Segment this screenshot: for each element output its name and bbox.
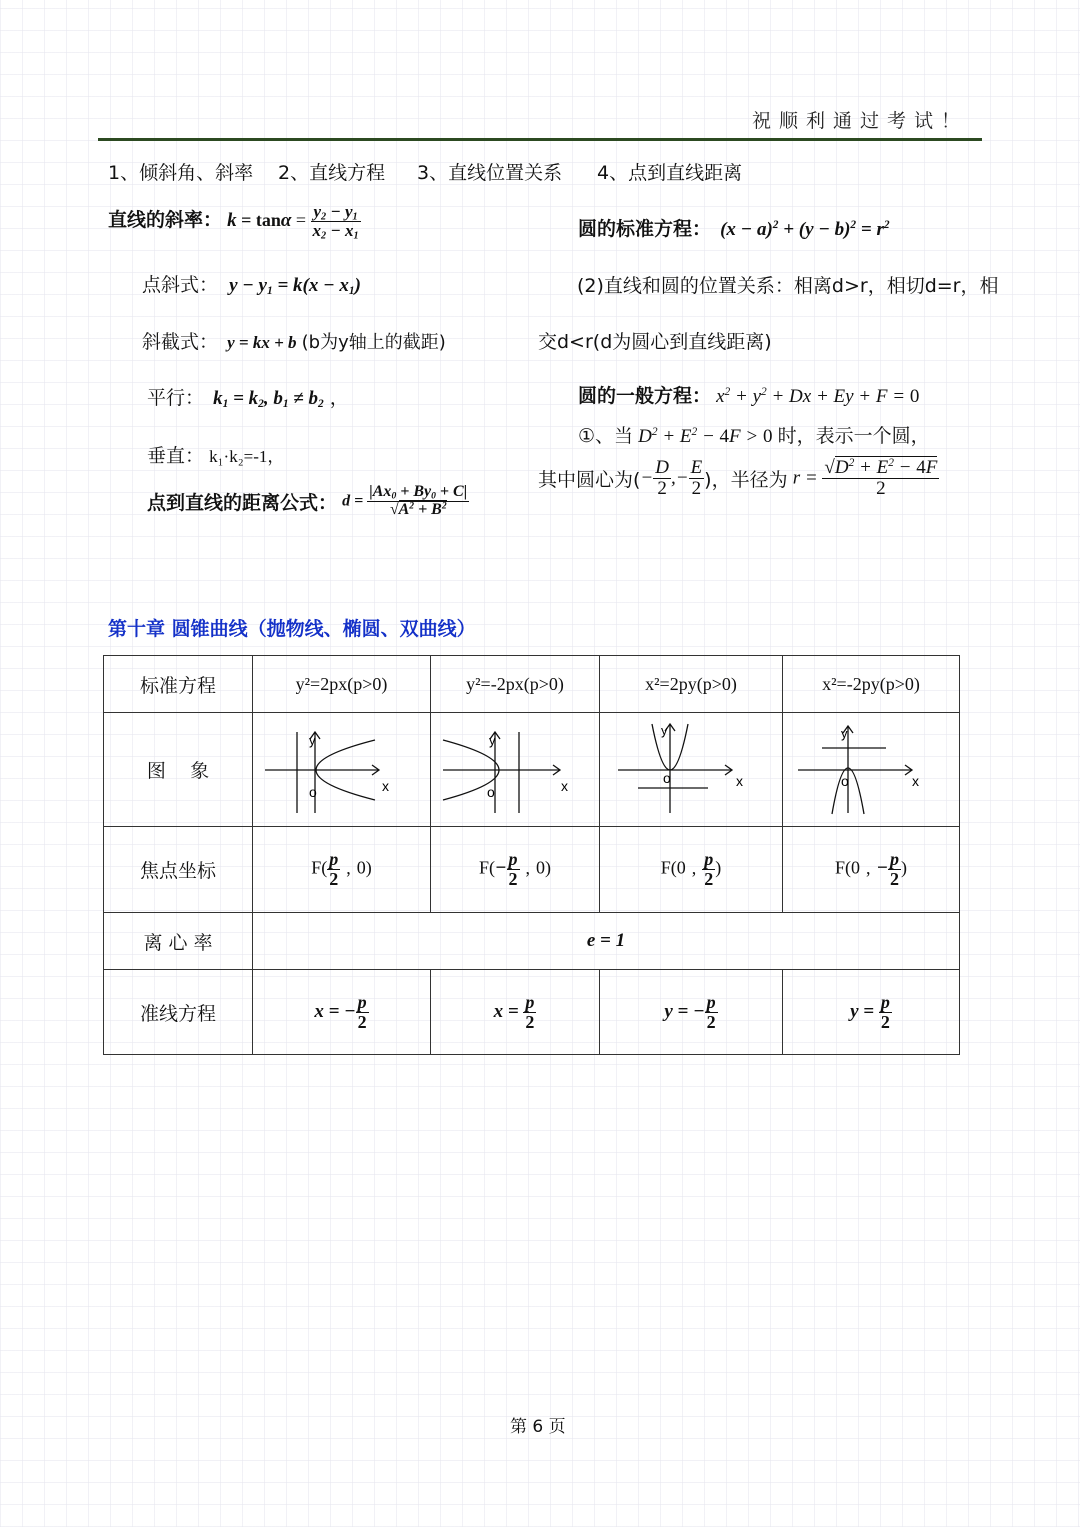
equation-cell-1: y²=2px(p>0) [253,656,431,713]
graph-cell-1 [253,713,431,827]
graph-2-x-label: x [561,777,568,794]
graph-cell-4 [783,713,960,827]
row-label-focus: 焦点坐标 [104,827,253,913]
slope-label: 直线的斜率： [108,208,223,231]
directrix-cell-4: y = $\frac{p}{2}$ [783,970,960,1055]
focus-cell-1: F( $\frac{p}{2}$ , 0) [253,827,431,913]
header-rule [98,138,982,141]
equation-cell-3: x²=2py(p>0) [600,656,783,713]
circle-center-radius: 其中圆心为(− $\frac{D}{2}$ ,− $\frac{E}{2}$ )，半径为 r = $\frac{√D^2 + E^2 - 4F}{2}$ [538,457,938,499]
graph-cell-3 [600,713,783,827]
topic-2: 2、直线方程 [278,162,386,184]
row-label-eccentricity: 离 心 率 [104,913,253,970]
line-circle-relation-1: (2)直线和圆的位置关系：相离d>r，相切d=r，相 [577,275,999,297]
graph-3-x-label: x [736,772,743,789]
slope-intercept-formula: 斜截式： y = kx + b (b为y轴上的截距) [142,331,446,353]
perpendicular-formula: k₁·k₂=-1， [209,447,285,466]
topic-4: 4、点到直线距离 [597,162,743,184]
table-row-equation [104,656,960,713]
slope-intercept-note: (b为y轴上的截距) [301,332,446,353]
table-row-eccentricity [104,913,960,970]
topic-3: 3、直线位置关系 [417,162,563,184]
directrix-cell-1: x = − $\frac{p}{2}$ [253,970,431,1055]
condition-suffix: 时，表示一个圆， [777,425,930,447]
circle-standard-equation: 圆的标准方程： $(x - a)^2 + (y - b)^2 = r^2$ [578,218,890,240]
chapter-title: 第十章 圆锥曲线（抛物线、椭圆、双曲线） [108,618,476,640]
graph-2-origin: o [487,783,495,800]
table-row-directrix [104,970,960,1055]
parabola-down-graph [786,718,956,818]
graph-3-origin: o [663,769,671,786]
circle-general-equation: 圆的一般方程： $x^2 + y^2 + Dx + Ey + F = 0$ [578,385,920,407]
parabola-right-graph [257,718,427,818]
graph-1-y-label: y [308,732,315,748]
row-label-directrix: 准线方程 [104,970,253,1055]
point-slope-formula: 点斜式： $y - y_1 = k(x - x_1)$ [142,274,361,297]
parabola-up-graph [606,718,776,818]
equation-cell-4: x²=-2py(p>0) [783,656,960,713]
directrix-cell-2: x = $\frac{p}{2}$ [431,970,600,1055]
table-row-focus [104,827,960,913]
graph-4-origin: o [841,772,849,789]
point-slope-label: 点斜式： [142,274,219,296]
equation-cell-2: y²=-2px(p>0) [431,656,600,713]
distance-label: 点到直线的距离公式： [147,491,338,514]
row-label-equation: 标准方程 [104,656,253,713]
circle-general-label: 圆的一般方程： [578,385,712,407]
focus-cell-2: F(− $\frac{p}{2}$ , 0) [431,827,600,913]
eccentricity-value: e = 1 [253,913,960,970]
graph-4-x-label: x [912,772,919,789]
header-motto: 祝顺利通过考试！ [752,110,969,132]
center-prefix: 其中圆心为( [538,468,641,491]
perpendicular-condition [147,441,284,468]
parallel-label: 平行： [147,387,205,409]
page-number: 第 6 页 [510,1417,566,1437]
graph-1-x-label: x [381,777,389,794]
parallel-condition: 平行： $k_1 = k_2$, $b_1 \ne b_2$ ， [147,387,349,410]
graph-2-y-label: y [489,732,496,748]
focus-cell-3: F(0 , $\frac{p}{2}$ ) [600,827,783,913]
row-label-graph: 图 象 [104,713,253,827]
table-row-graph [104,713,960,827]
slope-intercept-label: 斜截式： [142,331,219,353]
perpendicular-label: 垂直： [147,445,205,467]
graph-1-origin: o [308,783,317,800]
focus-cell-4: F(0 , − $\frac{p}{2}$ ) [783,827,960,913]
distance-formula: 点到直线的距离公式： d = $\frac{|Ax_0 + By_0 + C|}{√A^2 + B^2}$ [147,483,468,518]
conic-parabola-table [103,655,960,1055]
line-circle-relation-2: 交d<r(d为圆心到直线距离) [538,331,772,353]
circle-condition: ①、当 $D^2 + E^2 - 4F > 0$ 时，表示一个圆， [578,425,930,447]
graph-4-y-label: y [841,725,848,741]
radius-prefix: )，半径为 [704,468,788,491]
condition-prefix: ①、当 [578,425,634,447]
directrix-cell-3: y = − $\frac{p}{2}$ [600,970,783,1055]
parabola-left-graph [435,718,595,818]
circle-std-label: 圆的标准方程： [578,218,712,240]
slope-formula: 直线的斜率： k = tanα = $\frac{y_2 - y_1}{x_2 - x_1}$ [108,202,359,242]
graph-cell-2 [431,713,600,827]
topic-1: 1、倾斜角、斜率 [108,162,254,184]
graph-3-y-label: y [661,722,668,738]
